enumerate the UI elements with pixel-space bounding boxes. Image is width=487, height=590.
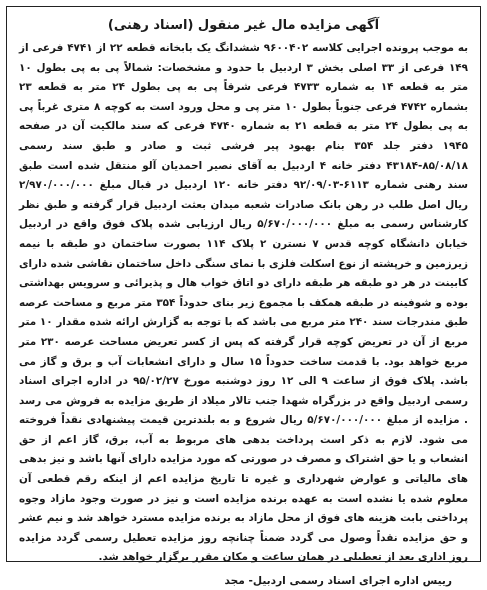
notice-body: به موجب پرونده اجرایی کلاسه ۹۶۰۰۴۰۲ ششدانگ یک بابخانه قطعه ۲۲ از ۴۷۴۱ فرعی از ۱۴۹ فرعی از ۳۳ اصلی بخش ۳ اردبیل با حدود و مشخصات: شمالاً پی به پی بطول ۱۰ متر به قطعه ۱۴ به شماره ۴۷۳۳ فرعی شرقاً پی به پی بطول ۲۴ متر به قطعه ۲۳ بشماره ۴۷۴۲ فرعی جنوباً بطول ۱۰ متر پی و محل ورود است به کوچه ۸ متری غرباً پی به پی بطول ۲۴ متر به قطعه ۲۱ به شماره ۴۷۴۰ فرعی که سند مالکیت آن در صفحه ۱۹۴۵ دفتر جلد ۳۵۴ بنام بهبود پیر فرشی ثبت و صادر و طبق سند رسمی ۸۵/۰۸/۱۸-۴۳۱۸۴ دفتر خانه ۴ اردبیل به آقای نصیر احمدیان آلو منتقل شده است طبق سند رهنی شماره ۶۱۱۳-۹۲/۰۹/۰۳ دفتر خانه ۱۲۰ اردبیل در قبال مبلغ ۲/۹۷۰/۰۰۰/۰۰۰ ریال اصل طلب در رهن بانک صادرات شعبه میدان بعثت اردبیل قرار گرفته و طبق نظر کارشناس رسمی به مبلغ ۵/۶۷۰/۰۰۰/۰۰۰ ریال ارزیابی شده پلاک فوق واقع در اردبیل خیابان دانشگاه کوچه قدس ۷ نسترن ۲ پلاک ۱۱۴ بصورت ساختمان دو طبقه با نیمه زیرزمین و خرپشته از نوع اسکلت فلزی با نمای سنگی داخل ساختمان نقاشی شده دارای کابینت در هر دو طبقه هر طبقه دارای دو اتاق خواب هال و پذیرائی و سرویس بهداشتی بوده و شوفینه در طبقه همکف با مجموع زیر بنای حدوداً ۳۵۴ متر مربع و مساحت عرصه طبق مندرجات سند ۲۴۰ متر مربع می باشد که با توجه به گزارش ارائه شده مقدار ۱۰ متر مربع از آن در تعریض کوچه قرار گرفته که پس از کسر تعریض مساحت عرصه ۲۳۰ متر مربع خواهد بود. با قدمت ساخت حدوداً ۱۵ سال و دارای انشعابات آب و برق و گاز می باشد. پلاک فوق از ساعت ۹ الی ۱۲ روز دوشنبه مورخ ۹۵/۰۲/۲۷ در اداره اجرای اسناد رسمی اردبیل واقع در بزرگراه شهدا جنب تالار میلاد از طریق مزایده به فروش می رسد . مزایده از مبلغ ۵/۶۷۰/۰۰۰/۰۰۰ ریال شروع و به بلندترین قیمت پیشنهادی نقداً فروخته می شود. لازم به ذکر است پرداخت بدهی های مربوط به آب، برق، گاز اعم از حق انشعاب و یا حق اشتراک و مصرف در صورتی که مورد مزایده دارای آنها باشد و نیز بدهی های مالیاتی و عوارض شهرداری و غیره تا تاریخ مزایده اعم از اینکه رقم قطعی آن معلوم شده یا نشده است به عهده برنده مزایده است و نیز در صورت وجود مازاد وجوه پرداختی بابت هزینه های فوق از محل مازاد به برنده مزایده مسترد خواهد شد و نیم عشر و حق مزایده نقداً وصول می گردد ضمناً چنانچه روز مزایده تعطیل رسمی گردد مزایده روز اداری بعد از تعطیلی در همان ساعت و مکان مقرر برگزار خواهد شد. bbox=[19, 42, 469, 564]
notice-signature: رییس اداره اجرای اسناد رسمی اردبیل- مجد bbox=[224, 575, 452, 588]
notice-title: آگهی مزایده مال غیر منقول (اسناد رهنی) bbox=[107, 18, 380, 33]
auction-notice bbox=[6, 6, 481, 588]
